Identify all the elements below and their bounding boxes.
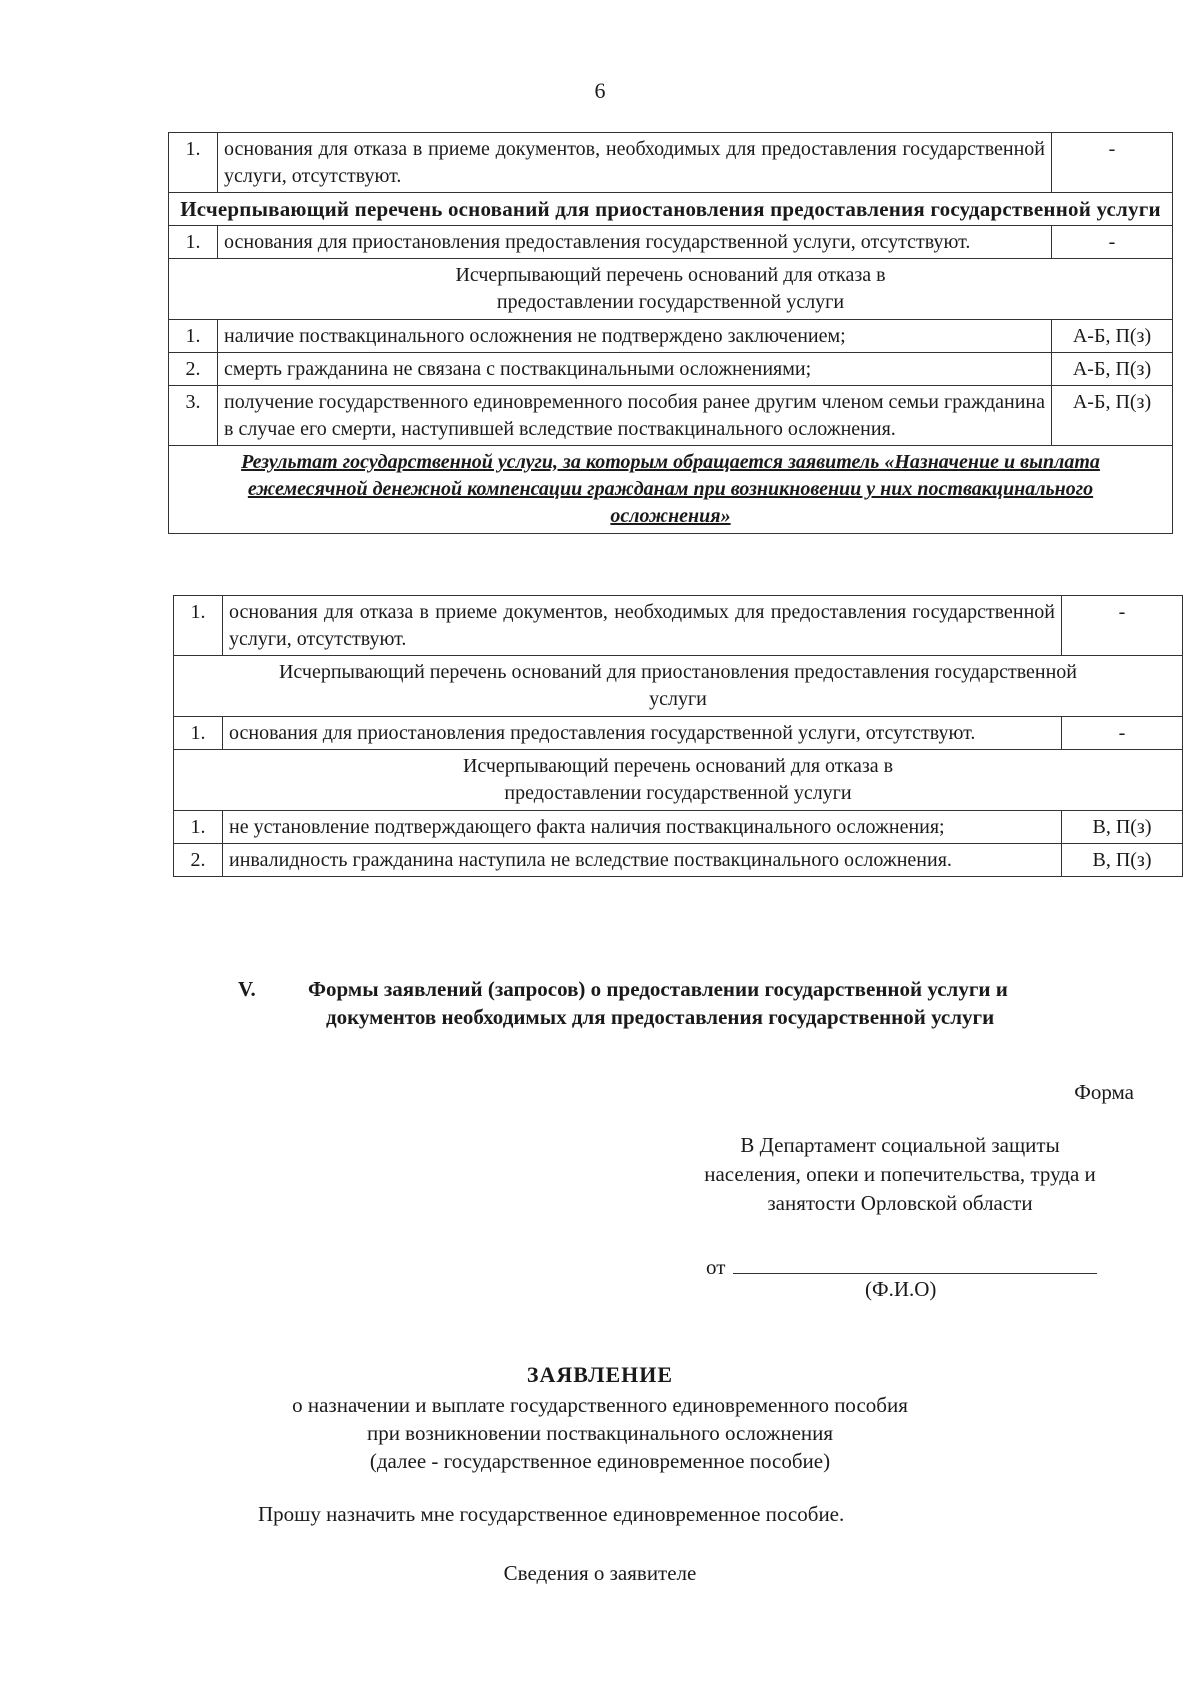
row-number: 1.	[174, 717, 223, 750]
row-number: 1.	[169, 320, 218, 353]
suspension-heading: Исчерпывающий перечень оснований для приостановления предоставления государственной услуги	[174, 656, 1183, 717]
row-code: В, П(з)	[1062, 844, 1183, 877]
row-text: не установление подтверждающего факта наличия поствакцинального осложнения;	[223, 811, 1062, 844]
table-row	[174, 811, 1183, 844]
row-text: получение государственного единовременного пособия ранее другим членом семьи гражданина в случае его смерти, наступившей вследствие поствакцинального осложнения.	[218, 386, 1052, 446]
row-code: А-Б, П(з)	[1052, 320, 1173, 353]
fio-blank-field[interactable]	[733, 1253, 1097, 1274]
table-heading-row	[169, 259, 1173, 320]
row-code: В, П(з)	[1062, 811, 1183, 844]
refusal-heading: Исчерпывающий перечень оснований для отказа в предоставлении государственной услуги	[174, 750, 1183, 811]
form-label: Форма	[1074, 1080, 1134, 1104]
row-text: наличие поствакцинального осложнения не подтверждено заключением;	[218, 320, 1052, 353]
addressee-line: населения, опеки и попечительства, труда и	[704, 1162, 1096, 1186]
table-row	[174, 844, 1183, 877]
row-number: 3.	[169, 386, 218, 446]
table-heading-row	[169, 193, 1173, 226]
table-row	[174, 717, 1183, 750]
row-code: -	[1052, 133, 1173, 193]
table-row	[169, 386, 1173, 446]
application-subtitle	[0, 1391, 1200, 1475]
row-number: 1.	[174, 596, 223, 656]
row-text: смерть гражданина не связана с поствакцинальными осложнениями;	[218, 353, 1052, 386]
table-row	[169, 133, 1173, 193]
table-heading-row	[174, 656, 1183, 717]
refusal-heading: Исчерпывающий перечень оснований для отказа в предоставлении государственной услуги	[169, 259, 1173, 320]
row-code: -	[1052, 226, 1173, 259]
applicant-info-heading: Сведения о заявителе	[503, 1561, 697, 1585]
row-text: основания для приостановления предоставления государственной услуги, отсутствуют.	[223, 717, 1062, 750]
addressee-block	[660, 1131, 1140, 1218]
from-label: от	[706, 1255, 726, 1279]
table-row	[174, 596, 1183, 656]
row-number: 1.	[174, 811, 223, 844]
row-code: А-Б, П(з)	[1052, 386, 1173, 446]
subtitle-line: о назначении и выплате государственного единовременного пособия	[292, 1393, 908, 1417]
result-heading: Результат государственной услуги, за которым обращается заявитель «Назначение и выплата ежемесячной денежной компенсации гражданам при возникновении у них поствакцинального осложнения»	[169, 446, 1173, 534]
row-code: А-Б, П(з)	[1052, 353, 1173, 386]
row-number: 2.	[169, 353, 218, 386]
request-text: Прошу назначить мне государственное единовременное пособие.	[258, 1502, 845, 1526]
table-heading-row	[169, 446, 1173, 534]
row-number: 2.	[174, 844, 223, 877]
row-text: основания для отказа в приеме документов, необходимых для предоставления государственной услуги, отсутствуют.	[218, 133, 1052, 193]
row-code: -	[1062, 596, 1183, 656]
from-line	[706, 1253, 1097, 1280]
section-title-line: документов необходимых для предоставления государственной услуги	[326, 1005, 995, 1029]
table-row	[169, 353, 1173, 386]
addressee-line: В Департамент социальной защиты	[740, 1133, 1060, 1157]
subtitle-line: при возникновении поствакцинального осложнения	[366, 1421, 834, 1445]
suspension-heading: Исчерпывающий перечень оснований для приостановления предоставления государственной услуги	[169, 193, 1173, 226]
table-row	[169, 320, 1173, 353]
page-number: 6	[594, 78, 606, 103]
row-number: 1.	[169, 133, 218, 193]
row-text: основания для приостановления предоставления государственной услуги, отсутствуют.	[218, 226, 1052, 259]
addressee-line: занятости Орловской области	[767, 1191, 1033, 1215]
grounds-table-part-2	[173, 595, 1183, 877]
row-number: 1.	[169, 226, 218, 259]
section-number: V.	[238, 977, 256, 1001]
table-heading-row	[174, 750, 1183, 811]
row-text: основания для отказа в приеме документов, необходимых для предоставления государственной услуги, отсутствуют.	[223, 596, 1062, 656]
table-row	[169, 226, 1173, 259]
section-title-line: Формы заявлений (запросов) о предоставлении государственной услуги и	[308, 977, 1008, 1001]
row-text: инвалидность гражданина наступила не вследствие поствакцинального осложнения.	[223, 844, 1062, 877]
row-code: -	[1062, 717, 1183, 750]
grounds-table-part-1	[168, 132, 1173, 534]
application-title: ЗАЯВЛЕНИЕ	[526, 1362, 674, 1387]
subtitle-line: (далее - государственное единовременное пособие)	[369, 1449, 831, 1473]
fio-caption: (Ф.И.О)	[865, 1277, 937, 1301]
